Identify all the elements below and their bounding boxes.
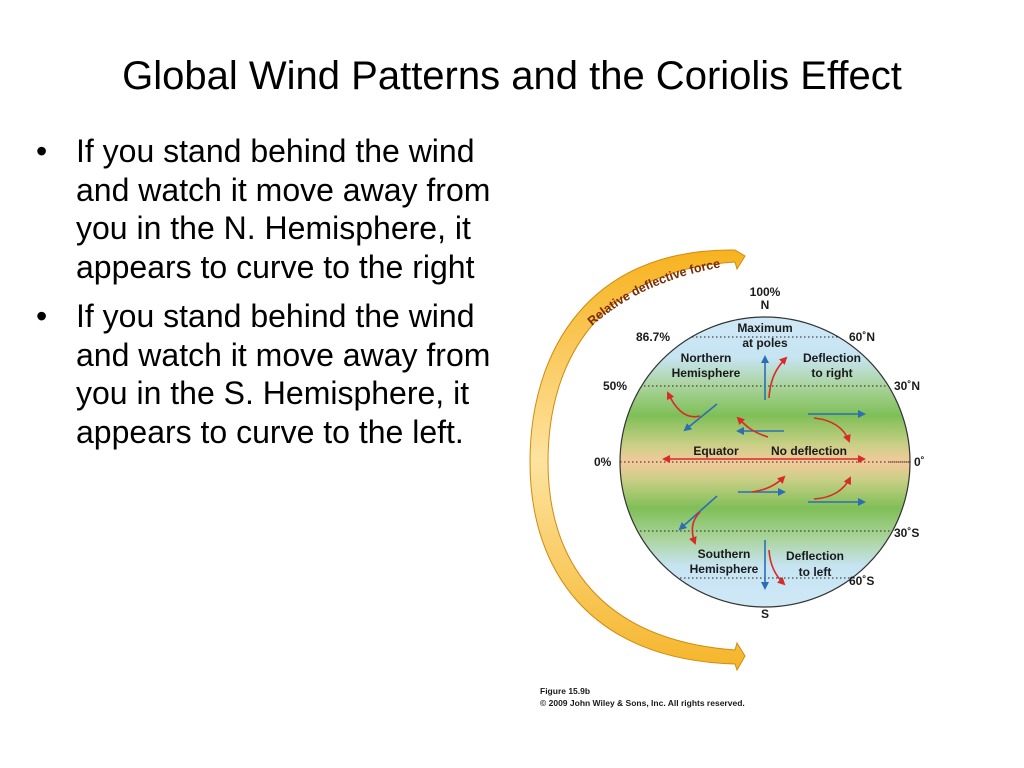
label-s: S: [760, 607, 770, 621]
bullet-south: • If you stand behind the wind and watch it move away from you in the S. Hemisphere, it appears to curve to the left.: [30, 297, 510, 451]
label-86-7pct: 86.7%: [636, 330, 671, 344]
figure-caption: Figure 15.9b: [540, 686, 591, 696]
label-60n: 60˚N: [849, 330, 876, 344]
label-30s: 30˚S: [894, 526, 920, 540]
label-deflection-left-2: to left: [798, 565, 832, 579]
label-60s: 60˚S: [849, 574, 875, 588]
slide-title: Global Wind Patterns and the Coriolis Effect: [122, 54, 902, 98]
label-100pct: 100%: [749, 285, 781, 299]
label-50pct: 50%: [603, 379, 628, 393]
label-deflection-right-1: Deflection: [802, 351, 862, 365]
label-at-poles: at poles: [742, 336, 788, 350]
label-0deg: 0˚: [914, 455, 925, 469]
label-deflection-left-1: Deflection: [785, 549, 845, 563]
arc-label: Relative deflective force: [584, 256, 722, 329]
label-no-deflection: No deflection: [770, 444, 848, 458]
label-southern: Southern: [697, 547, 751, 561]
label-maximum: Maximum: [737, 321, 793, 335]
label-equator: Equator: [693, 444, 739, 458]
label-s-hemisphere: Hemisphere: [689, 562, 759, 576]
label-deflection-right-2: to right: [811, 366, 853, 380]
label-30n: 30˚N: [894, 379, 921, 393]
bullet-north: • If you stand behind the wind and watch it move away from you in the N. Hemisphere, it appears to curve to the right: [30, 132, 510, 286]
label-northern: Northern: [680, 351, 732, 365]
label-0pct: 0%: [594, 455, 612, 469]
figure-copyright: © 2009 John Wiley & Sons, Inc. All rights reserved.: [540, 698, 745, 708]
label-n-hemisphere: Hemisphere: [671, 366, 741, 380]
label-n: N: [760, 298, 770, 312]
